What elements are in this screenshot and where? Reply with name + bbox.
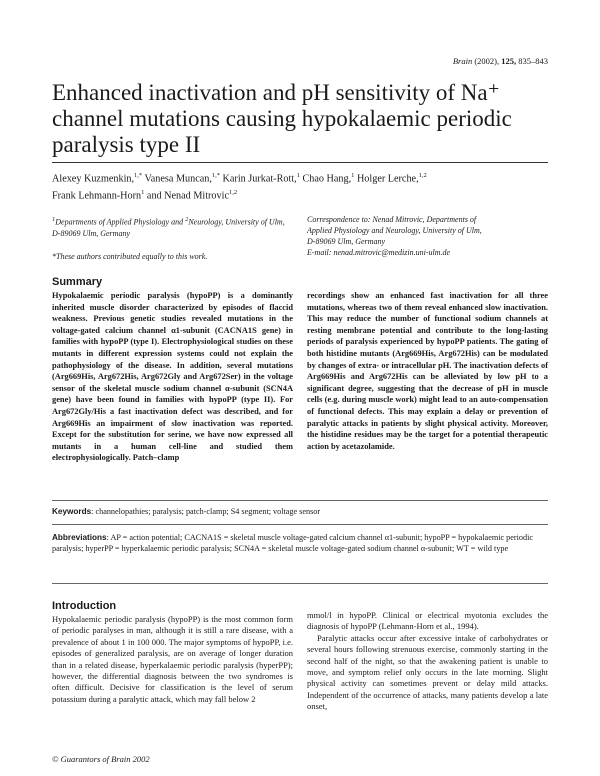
journal-name: Brain [452, 56, 473, 66]
author: and Nenad Mitrovic [146, 190, 229, 202]
summary-text-right: recordings show an enhanced fast inactivation for all three mutations, whereas two of them reveal enhanced slow inactivation. This may reduce the number of functional sodium channels at resting membrane potential and contribute to the long-lasting periods of paralysis experienced by hypoPP patients. The gating of both histidine mutants (Arg669His, Arg672His) can be modulated by changes of extra- or intracellular pH. The inactivation defects of Arg669His and Arg672His can be alleviated by low pH to a significant degree, suggesting that the decrease of pH in muscle cells (e.g. during muscle work) might lead to an auto-compensation of functional defects. This may explain a delay or prevention of paralytic attacks in patients by slight physical activity. Moreover, the histidine residues may be the target for a potential therapeutic action by acetazolamide. [307, 291, 548, 451]
correspondence-line: D-89069 Ulm, Germany [307, 237, 385, 246]
abbreviations-text: : AP = action potential; CACNA1S = skeletal muscle voltage-gated calcium channel α1-subunit; hypoPP = hypokalaemic periodic paralysis; hyperPP = hyperkalaemic periodic paralysis; SCN4A = skeletal muscle voltage-gated sodium channel α-subunit; WT = wild type [52, 533, 533, 554]
summary-heading: Summary [52, 276, 103, 288]
author: Karin Jurkat-Rott, [222, 173, 297, 185]
author-affiliation-mark: 1 [351, 172, 355, 179]
author: Vanesa Muncan, [144, 173, 212, 185]
correspondence-email: E-mail: nenad.mitrovic@medizin.uni-ulm.de [307, 248, 451, 257]
equal-contribution-note: *These authors contributed equally to this work. [52, 252, 208, 261]
affiliation-mark: 2 [185, 216, 189, 223]
author-affiliation-mark: 1,2 [418, 172, 427, 179]
author: Alexey Kuzmenkin, [52, 173, 135, 185]
author-affiliation-mark: 1,2 [228, 189, 238, 197]
introduction-text-left: Hypokalaemic periodic paralysis (hypoPP) is the most common form of periodic paralyses in man, although it is still a rare disease, with a prevalence of about 1 in 100 000. The major symptoms of hypoPP, i.e. episodes of generalized paralysis, are on average of longer duration than in a related disease, hyperkalaemic periodic paralysis (hyperPP); however, the differential diagnosis between the two syndromes is often difficult. Decisive for classification is the level of serum potassium during a paralytic attack, which may fall below 2 [52, 614, 293, 704]
paper-title: Enhanced inactivation and pH sensitivity of Na⁺ channel mutations causing hypokalaemic periodic paralysis type II [52, 80, 512, 157]
author-affiliation-mark: 1 [296, 172, 300, 179]
author: Chao Hang, [302, 173, 352, 185]
author-affiliation-mark: 1,* [134, 172, 143, 179]
copyright-notice: © Guarantors of Brain 2002 [52, 754, 150, 764]
title-divider [52, 162, 548, 163]
divider [52, 524, 548, 525]
keywords [52, 507, 548, 516]
author-list [52, 169, 552, 204]
author-affiliation-mark: 1 [141, 189, 145, 197]
author-affiliation-mark: 1,* [211, 172, 220, 179]
keywords-text: : channelopathies; paralysis; patch-clamp; S4 segment; voltage sensor [91, 507, 321, 516]
affiliation [52, 214, 292, 239]
affiliation-text: Neurology, University of Ulm, D-89069 Ulm, Germany [52, 217, 285, 238]
introduction-text-right [307, 610, 548, 713]
divider [52, 500, 548, 501]
paragraph: mmol/l in hypoPP. Clinical or electrical myotonia excludes the diagnosis of hypoPP (Lehmann-Horn et al., 1994). [307, 610, 548, 632]
journal-year: (2002), [474, 56, 500, 66]
journal-citation [453, 56, 548, 66]
abbreviations-label: Abbreviations [52, 533, 107, 542]
keywords-label: Keywords [52, 507, 92, 516]
correspondence [307, 214, 547, 258]
author: Holger Lerche, [356, 173, 419, 185]
correspondence-line: Applied Physiology and Neurology, University of Ulm, [307, 226, 482, 235]
abbreviations [52, 532, 548, 555]
affiliation-mark: 1 [52, 216, 56, 223]
journal-volume: 125, [501, 56, 517, 66]
correspondence-line: Correspondence to: Nenad Mitrovic, Departments of [307, 215, 477, 224]
summary-text-left: Hypokalaemic periodic paralysis (hypoPP) is a dominantly inherited muscle disorder characterized by episodes of flaccid weakness. Previous genetic studies revealed mutations in the voltage-gated calcium channel α1-subunit (CACNA1S gene) in families with hypoPP (type I). Electrophysiological studies on these mutants in different expression systems could not explain the pathophysiology of the disease. In addition, several mutations (Arg669His, Arg672His, Arg672Gly and Arg672Ser) in the voltage sensor of the skeletal muscle sodium channel α-subunit (SCN4A gene) have been found in families with hypoPP (type II). For Arg672Gly/His a fast inactivation defect was described, and for Arg669His an impairment of slow inactivation was reported. Except for the substitution for serine, we have now expressed all mutants in a human cell-line and studied them electrophysiologically. Patch–clamp [52, 291, 293, 463]
introduction-heading: Introduction [52, 600, 117, 612]
author: Frank Lehmann-Horn [52, 190, 142, 202]
journal-pages: 835–843 [518, 56, 548, 66]
affiliation-text: Departments of Applied Physiology and [55, 217, 186, 227]
paragraph: Paralytic attacks occur after excessive intake of carbohydrates or several hours following strenuous exercise, commonly starting in the second half of the night, so that the awakening patient is unable to move, and symptom relief only occurs in the late morning. Slight physical activity can sometimes prevent or delay mild attacks. Independent of the occurrence of attacks, many patients develop a late onset, [307, 632, 548, 712]
divider [52, 583, 548, 584]
